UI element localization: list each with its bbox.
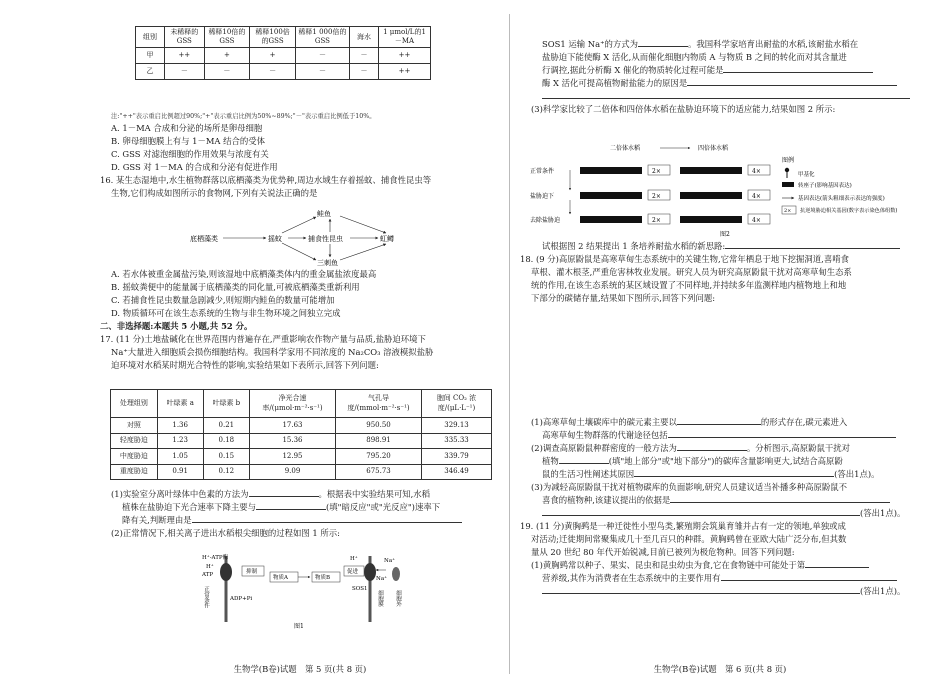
q19-sub1-text: (答出1点)。 xyxy=(860,586,906,597)
gss-table xyxy=(135,26,431,80)
label-vertical: 细胞外 xyxy=(395,590,401,607)
page-footer: 生物学(B卷)试题 第 6 页(共 8 页) xyxy=(653,663,787,674)
q17-cont-text: 盐胁迫下能使酶 X 活化,从而催化细胞内物质 A 与物质 B 之间的转化而对其含量进 xyxy=(542,52,847,63)
gene-box-label: 4× xyxy=(752,168,761,175)
q17-sub1-text: 。根据表中实验结果可知,水稻 xyxy=(318,489,431,499)
table-cell: ++ xyxy=(379,64,431,80)
option-15a: A. 1－MA 合成和分泌的场所是卵母细胞 xyxy=(111,122,263,133)
label: SOS1 xyxy=(352,586,368,592)
gene-box-label: 4× xyxy=(752,193,761,200)
answer-blank[interactable] xyxy=(542,90,910,99)
answer-blank[interactable] xyxy=(805,559,869,568)
table-cell: 15.36 xyxy=(250,433,336,449)
carbon-ratio-bar-chart xyxy=(650,318,790,416)
question-18-stem: 草根、灌木根茎,严重危害林牧业发展。研究人员为研究高原鼢鼠干扰对高寒草甸生态系 xyxy=(531,267,852,278)
chromosome-bar xyxy=(580,192,642,199)
table-header-cell: 稀释100倍的GSS xyxy=(250,27,296,48)
table-cell: 重度胁迫 xyxy=(111,464,158,480)
channel-protein xyxy=(392,567,400,581)
q18-sub1-text: 的形式存在,碳元素进入 xyxy=(760,417,848,427)
methylation-symbol xyxy=(785,168,789,172)
q18-sub2-text: 植物 xyxy=(542,456,559,467)
q19-sub1-text: (1)黄胸鹀常以种子、果实、昆虫和昆虫幼虫为食,它在食物链中可能处于第 xyxy=(531,560,806,571)
table-cell: 0.91 xyxy=(157,464,203,480)
q18-sub3-text: (3)为减轻高原鼢鼠干扰对植物碳库的负面影响,研究人员建议适当补播多种高原鼢鼠不 xyxy=(531,482,848,493)
table-header-row xyxy=(111,390,492,418)
answer-blank[interactable] xyxy=(687,77,897,86)
q18-sub3-text: 喜食的植物种,该建议提出的依据是 xyxy=(542,495,671,506)
q17-sub1-text: (填"暗反应"或"光反应")速率下 xyxy=(326,502,441,513)
table-cell: 898.91 xyxy=(336,433,422,449)
table-cell: 对照 xyxy=(111,418,158,434)
option-16a: A. 若水体被重金属盐污染,则该湿地中底栖藻类体内的重金属盐浓度最高 xyxy=(111,269,377,279)
label: ADP+Pi xyxy=(230,596,253,602)
table-row xyxy=(111,464,492,480)
table-header-cell: 处理组别 xyxy=(111,390,158,418)
table-cell: 346.49 xyxy=(422,464,492,480)
option-15c: C. GSS 对滤泡细胞的作用效果与浓度有关 xyxy=(111,148,269,159)
chromosome-bar xyxy=(680,192,742,199)
node-trout: 虹鳟 xyxy=(380,235,394,243)
legend-title: 图例 xyxy=(782,157,795,164)
table-cell: 795.20 xyxy=(336,449,422,465)
q17-sub2-text: (2)正常情况下,相关离子进出水稻根尖细胞的过程如图 1 所示: xyxy=(111,528,340,539)
table-row xyxy=(136,48,431,64)
question-19-stem: 量从 20 世纪 80 年代开始锐减,目前已被列为极危物种。回答下列问题: xyxy=(531,547,795,558)
row-normal xyxy=(530,165,770,175)
table-cell: + xyxy=(204,48,250,64)
table-header-cell: 气孔导度/(mmol·m⁻²·s⁻¹) xyxy=(336,390,422,418)
table-note: 注:"++"表示重启比例超过90%;"+"表示重启比例为50%~89%;"－"表示重启比例低于10%。 xyxy=(111,113,376,120)
node-insect: 捕食性昆虫 xyxy=(308,235,343,243)
table-header-cell: 海水 xyxy=(349,27,378,48)
gene-box-label: 4× xyxy=(752,217,761,224)
q18-sub3-text: (答出1点)。 xyxy=(860,508,906,519)
question-18-stem: 下部分的碳储存量,结果如下图所示,回答下列问题: xyxy=(531,293,716,304)
table-header-cell: 稀释10倍的GSS xyxy=(204,27,250,48)
answer-blank[interactable] xyxy=(634,468,834,477)
legend-item: 转座子(影响基因表达) xyxy=(798,183,852,189)
pump-protein xyxy=(220,563,232,581)
row-label: 正常条件 xyxy=(530,168,555,175)
legend xyxy=(782,156,897,214)
table-cell: 0.15 xyxy=(203,449,249,465)
table-cell: + xyxy=(250,48,296,64)
label: 促进 xyxy=(347,569,359,575)
table-cell: － xyxy=(165,64,204,80)
answer-blank[interactable] xyxy=(723,64,873,73)
table-cell: 950.50 xyxy=(336,418,422,434)
legend-box-label: 2× xyxy=(784,208,792,214)
node-algae: 底栖藻类 xyxy=(190,235,218,243)
answer-blank[interactable] xyxy=(670,494,890,503)
answer-blank[interactable] xyxy=(256,501,326,510)
q17-cont-text: SOS1 运输 Na⁺的方式为 xyxy=(542,39,638,49)
page-footer: 生物学(B卷)试题 第 5 页(共 8 页) xyxy=(233,663,367,674)
table-cell: 0.21 xyxy=(203,418,249,434)
table-header-cell: 1 μmol/L的1－MA xyxy=(379,27,431,48)
section-heading: 二、非选择题:本题共 5 小题,共 52 分。 xyxy=(100,321,253,332)
answer-blank[interactable] xyxy=(192,514,462,523)
q17-cont-text: 。我国科学家培育出耐盐的水稻,该耐盐水稻在 xyxy=(688,39,859,49)
q19-sub1-text: 营养级,其作为消费者在生态系统中的主要作用有 xyxy=(542,573,721,584)
food-web-diagram xyxy=(190,208,430,268)
table-row xyxy=(111,433,492,449)
label: Na⁺ xyxy=(376,576,387,582)
table-header-cell: 叶绿素 b xyxy=(203,390,249,418)
table-cell: － xyxy=(349,48,378,64)
edge-arrow xyxy=(282,217,316,233)
gene-box-label: 2× xyxy=(652,193,661,200)
q17-sub1-text: (1)实验室分离叶绿体中色素的方法为 xyxy=(111,489,249,499)
chromosome-bar xyxy=(580,167,642,174)
q17-cont-text: 行调控,据此分析酶 X 催化的物质转化过程可能是 xyxy=(542,65,724,76)
figure-1-membrane-diagram xyxy=(200,552,430,630)
table-header-row xyxy=(136,27,431,48)
legend-item: 抗逆境胁迫相关基因(数字表示染色体组数) xyxy=(800,208,898,214)
table-header-cell: 稀释1 000倍的GSS xyxy=(295,27,349,48)
table-cell: 甲 xyxy=(136,48,165,64)
table-cell: － xyxy=(295,48,349,64)
table-cell: － xyxy=(295,64,349,80)
answer-blank[interactable] xyxy=(677,416,761,425)
answer-blank[interactable] xyxy=(542,585,860,594)
question-18-stem: 18. (9 分)高原鼢鼠是高寒草甸生态系统中的关键生物,它常年栖息于地下挖掘洞道,喜啃食 xyxy=(520,254,849,265)
answer-blank[interactable] xyxy=(668,429,896,438)
table-cell: 339.79 xyxy=(422,449,492,465)
table-cell: 675.73 xyxy=(336,464,422,480)
answer-blank[interactable] xyxy=(721,572,897,581)
label: 物质A xyxy=(273,575,288,581)
question-18-stem: 统的作用,在该生态系统的某区域设置了不同样地,并持续多年监测样地内植物地上和地 xyxy=(531,280,847,291)
answer-blank[interactable] xyxy=(638,38,688,47)
row-label: 去除盐胁迫 xyxy=(530,217,561,224)
answer-blank[interactable] xyxy=(677,442,747,451)
label: H⁺ xyxy=(206,564,214,570)
table-cell: 0.18 xyxy=(203,433,249,449)
q17-sub3-text: (3)科学家比较了二倍体和四倍体水稻在盐胁迫环境下的适应能力,结果如图 2 所示: xyxy=(531,104,836,115)
q18-sub2-text: (2)调查高原鼢鼠种群密度的一般方法为 xyxy=(531,443,677,454)
chromosome-bar xyxy=(580,216,642,223)
table-header-cell: 组别 xyxy=(136,27,165,48)
table-header-cell: 胞间 CO₂ 浓度/(μL·L⁻¹) xyxy=(422,390,492,418)
page-left xyxy=(100,0,500,688)
q17-sub1-text: 降有关,判断理由是 xyxy=(122,515,192,526)
table-cell: － xyxy=(349,64,378,80)
table-cell: 1.05 xyxy=(157,449,203,465)
legend-item: 基因表达(箭头粗细表示表达的强度) xyxy=(798,196,885,202)
label: 物质B xyxy=(315,575,331,581)
node-salmon: 鲑鱼 xyxy=(317,210,331,218)
label: 抑制 xyxy=(246,569,258,575)
row-label: 盐胁迫下 xyxy=(530,193,555,200)
option-16d: D. 物质循环可在该生态系统的生物与非生物环境之间独立完成 xyxy=(111,308,341,319)
question-17-stem: Na⁺大量进入细胞质会损伤细胞结构。我国科学家用不同浓度的 Na₂CO₃ 溶液模拟盐胁 xyxy=(111,347,434,358)
table-cell: 轻度胁迫 xyxy=(111,433,158,449)
question-19-stem: 19. (11 分)黄胸鹀是一种迁徙性小型鸟类,繁殖期会筑巢育雏并占有一定的领地,单独或成 xyxy=(520,521,846,532)
q17-cont-text: 酶 X 活化可提高植物耐盐能力的原因是 xyxy=(542,78,688,89)
gene-box-label: 2× xyxy=(652,217,661,224)
option-16b: B. 摇蚊粪便中的能量属于底栖藻类的同化量,可被底栖藻类重新利用 xyxy=(111,282,360,293)
table-header-cell: 未稀释的GSS xyxy=(165,27,204,48)
answer-blank[interactable] xyxy=(725,240,900,249)
node-stickleback: 三刺鱼 xyxy=(317,259,338,267)
edge-arrow xyxy=(340,244,386,260)
label: Na⁺ xyxy=(384,558,395,564)
row-salt-stress xyxy=(530,190,770,200)
table-cell: － xyxy=(204,64,250,80)
table-cell: － xyxy=(250,64,296,80)
page-divider xyxy=(509,14,510,674)
node-midge: 摇蚊 xyxy=(268,235,282,243)
label-vertical: 细胞膜 xyxy=(377,590,383,607)
question-16-stem: 16. 某生态湿地中,水生植物群落以底栖藻类为优势种,周边水域生存着摇蚊、捕食性昆虫等 xyxy=(100,174,432,185)
figure-caption: 图1 xyxy=(294,623,304,630)
q18-sub1-text: (1)高寒草甸土壤碳库中的碳元素主要以 xyxy=(531,417,677,427)
figure-2-diagram xyxy=(530,142,920,238)
table-header-cell: 净光合速率/(μmol·m⁻²·s⁻¹) xyxy=(250,390,336,418)
table-header-cell: 叶绿素 a xyxy=(157,390,203,418)
q18-sub2-text: (答出1点)。 xyxy=(834,469,880,480)
legend-item: 甲基化 xyxy=(798,172,815,178)
table-row xyxy=(136,64,431,80)
chromosome-bar xyxy=(680,216,742,223)
chromosome-bar xyxy=(680,167,742,174)
table-cell: 1.36 xyxy=(157,418,203,434)
table-cell: 17.63 xyxy=(250,418,336,434)
edge-arrow xyxy=(282,243,316,260)
question-16-stem: 生物,它们构成如图所示的食物网,下列有关说法正确的是 xyxy=(111,187,318,198)
label-vertical: 正常条件 xyxy=(203,586,209,608)
transposon-symbol xyxy=(782,182,794,187)
table-cell: ++ xyxy=(379,48,431,64)
question-19-stem: 对活动;迁徙期间常聚集成几十至几百只的种群。黄胸鹀曾在亚欧大陆广泛分布,但其数 xyxy=(531,534,847,545)
edge-arrow xyxy=(340,216,386,233)
table-row xyxy=(111,418,492,434)
question-17-stem: 迫环境对水稻某时期光合特性的影响,实验结果如下表所示,回答下列问题: xyxy=(111,360,379,371)
option-15b: B. 卵母细胞膜上有与 1－MA 结合的受体 xyxy=(111,135,266,146)
table-cell: 9.09 xyxy=(250,464,336,480)
answer-blank[interactable] xyxy=(559,455,609,464)
row-stress-removed xyxy=(530,214,770,224)
label: ATP xyxy=(202,572,214,578)
column-title: 二倍体水稻 xyxy=(610,145,641,152)
q17-sub3-end: 试根据图 2 结果提出 1 条培养耐盐水稻的新思路: xyxy=(542,241,726,251)
table-cell: ++ xyxy=(165,48,204,64)
table-row xyxy=(111,449,492,465)
answer-blank[interactable] xyxy=(542,507,860,516)
photosynthesis-table xyxy=(110,389,492,480)
table-cell: 中度胁迫 xyxy=(111,449,158,465)
q17-sub1-text: 植株在盐胁迫下光合速率下降主要与 xyxy=(122,502,256,513)
table-cell: 329.13 xyxy=(422,418,492,434)
page-right xyxy=(520,0,920,688)
gene-box-label: 2× xyxy=(652,168,661,175)
label: H⁺-ATP酶 xyxy=(202,555,229,561)
table-cell: 335.33 xyxy=(422,433,492,449)
q18-sub2-text: (填"地上部分"或"地下部分")的碳库含量影响更大,试结合高原鼢 xyxy=(608,456,843,467)
q18-sub1-text: 高寒草甸生物群落的代谢途径包括 xyxy=(542,430,668,441)
figure-caption: 图2 xyxy=(720,231,730,238)
option-16c: C. 若捕食性昆虫数量急剧减少,则短期内鲑鱼的数量可能增加 xyxy=(111,295,335,306)
table-cell: 12.95 xyxy=(250,449,336,465)
table-cell: 0.12 xyxy=(203,464,249,480)
table-cell: 1.23 xyxy=(157,433,203,449)
question-17-stem: 17. (11 分)土地盐碱化在世界范围内普遍存在,严重影响农作物产量与品质,盐胁迫环境下 xyxy=(100,334,426,345)
q18-sub2-text: 鼠的生活习性阐述其原因 xyxy=(542,469,635,480)
table-cell: 乙 xyxy=(136,64,165,80)
q18-sub2-text: 。分析图示,高原鼢鼠干扰对 xyxy=(746,443,851,454)
option-15d: D. GSS 对 1－MA 的合成和分泌有促进作用 xyxy=(111,161,278,172)
label: H⁺ xyxy=(350,556,358,562)
sos1-protein xyxy=(364,563,376,581)
column-title: 四倍体水稻 xyxy=(698,145,729,152)
answer-blank[interactable] xyxy=(249,488,319,497)
